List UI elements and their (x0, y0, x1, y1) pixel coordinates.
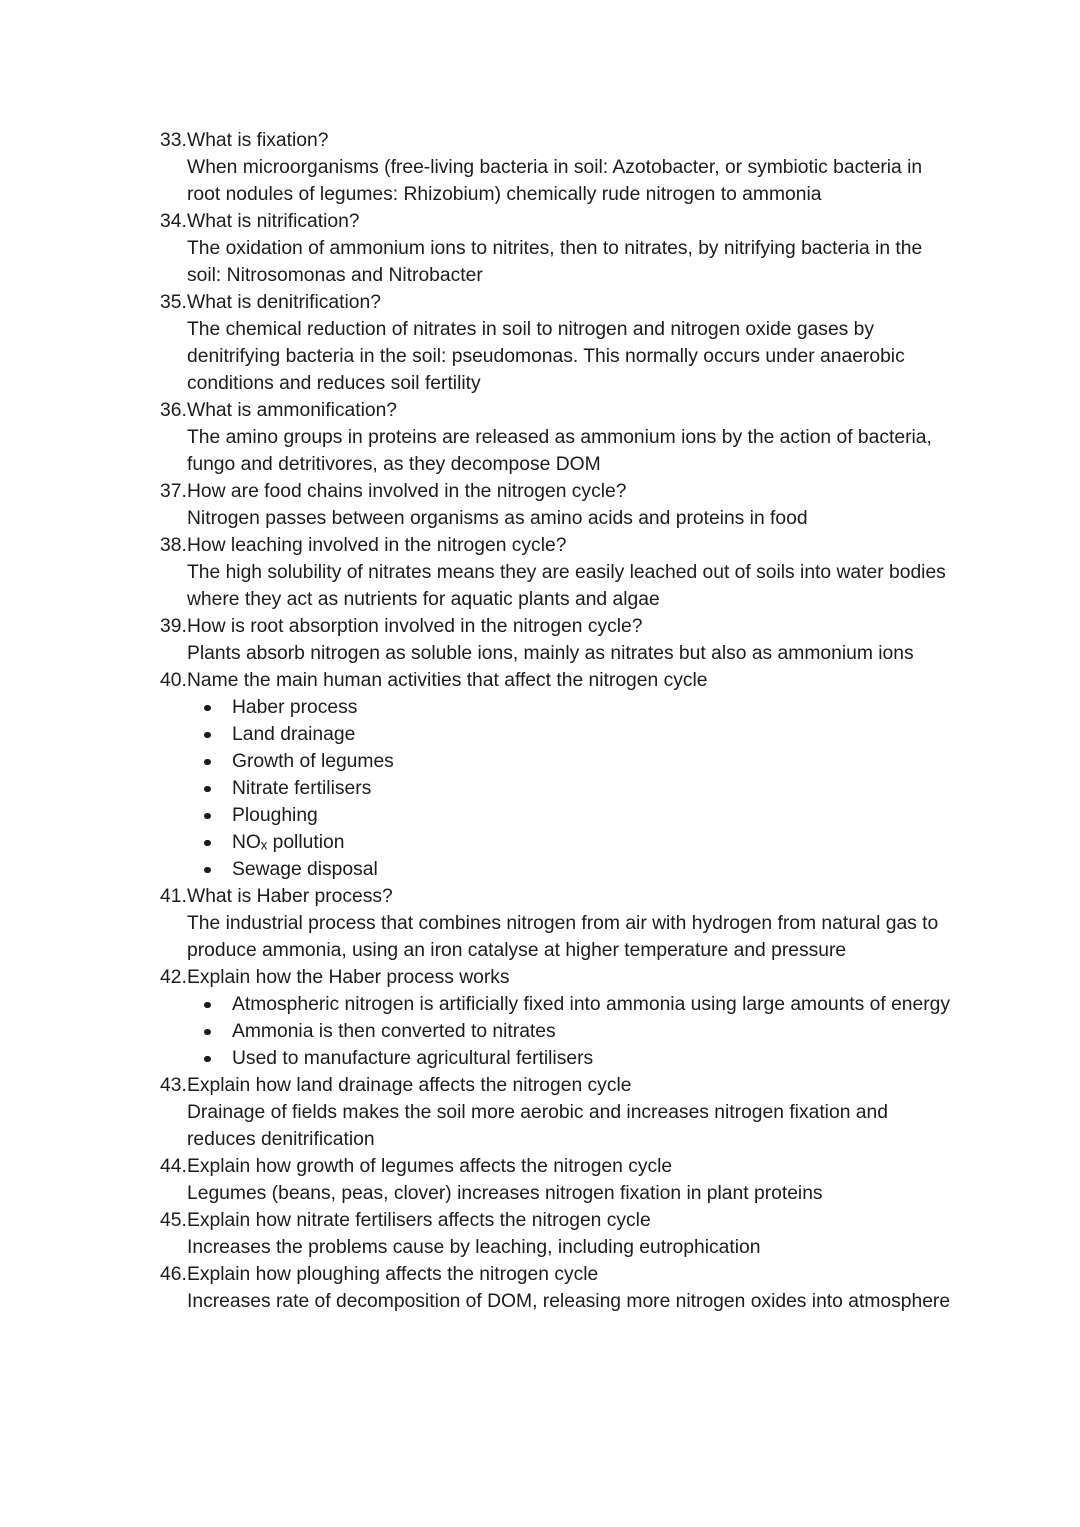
item-number: 42. (160, 967, 187, 988)
question-text: What is Haber process? (187, 886, 393, 907)
item-number: 41. (160, 886, 187, 907)
qa-item (160, 1153, 952, 1207)
qa-item (160, 127, 952, 208)
answer-text: Increases rate of decomposition of DOM, releasing more nitrogen oxides into atmosphere (187, 1291, 951, 1312)
question-text: What is nitrification? (187, 211, 360, 232)
item-number: 34. (160, 211, 187, 232)
question-text: Name the main human activities that affect the nitrogen cycle (187, 670, 708, 691)
qa-item (160, 1261, 952, 1315)
bullet-list (187, 991, 952, 1072)
item-number: 39. (160, 616, 187, 637)
question-text: How is root absorption involved in the nitrogen cycle? (187, 616, 643, 637)
qa-item (160, 208, 952, 289)
bullet-item: Ammonia is then converted to nitrates (187, 1018, 952, 1045)
item-content (187, 1261, 952, 1315)
bullet-item: Ploughing (187, 802, 952, 829)
item-content (187, 289, 952, 397)
answer-text: Drainage of fields makes the soil more aerobic and increases nitrogen fixation and reduces denitrification (187, 1102, 888, 1150)
item-content (187, 667, 952, 883)
question-text: Explain how the Haber process works (187, 967, 510, 988)
question-text: What is ammonification? (187, 400, 398, 421)
answer-text: Nitrogen passes between organisms as amino acids and proteins in food (187, 508, 808, 529)
qa-item (160, 289, 952, 397)
bullet-item: Atmospheric nitrogen is artificially fixed into ammonia using large amounts of energy (187, 991, 952, 1018)
qa-item (160, 397, 952, 478)
item-number: 38. (160, 535, 187, 556)
bullet-item: Haber process (187, 694, 952, 721)
answer-text: When microorganisms (free-living bacteria in soil: Azotobacter, or symbiotic bacteria in root nodules of legumes: Rhizobium) chemically rude nitrogen to ammonia (187, 157, 923, 205)
item-number: 37. (160, 481, 187, 502)
answer-text: Legumes (beans, peas, clover) increases nitrogen fixation in plant proteins (187, 1183, 823, 1204)
item-content (187, 127, 952, 208)
bullet-item: Sewage disposal (187, 856, 952, 883)
item-number: 46. (160, 1264, 187, 1285)
question-text: What is denitrification? (187, 292, 381, 313)
answer-text: The high solubility of nitrates means they are easily leached out of soils into water bodies where they act as nutrients for aquatic plants and algae (187, 562, 946, 610)
answer-text: The industrial process that combines nitrogen from air with hydrogen from natural gas to produce ammonia, using an iron catalyse at higher temperature and pressure (187, 913, 939, 961)
answer-text: The oxidation of ammonium ions to nitrites, then to nitrates, by nitrifying bacteria in the soil: Nitrosomonas and Nitrobacter (187, 238, 923, 286)
item-number: 33. (160, 130, 187, 151)
question-text: Explain how land drainage affects the nitrogen cycle (187, 1075, 632, 1096)
item-content (187, 964, 952, 1072)
item-number: 40. (160, 670, 187, 691)
bullet-item: Used to manufacture agricultural fertilisers (187, 1045, 952, 1072)
question-text: What is fixation? (187, 130, 329, 151)
item-number: 35. (160, 292, 187, 313)
bullet-item: NOₓ pollution (187, 829, 952, 856)
answer-text: Plants absorb nitrogen as soluble ions, mainly as nitrates but also as ammonium ions (187, 643, 914, 664)
item-number: 45. (160, 1210, 187, 1231)
qa-item (160, 667, 952, 883)
qa-item (160, 1207, 952, 1261)
item-content (187, 883, 952, 964)
qa-item (160, 1072, 952, 1153)
question-text: How are food chains involved in the nitrogen cycle? (187, 481, 627, 502)
item-number: 36. (160, 400, 187, 421)
bullet-item: Growth of legumes (187, 748, 952, 775)
question-text: How leaching involved in the nitrogen cycle? (187, 535, 567, 556)
item-content (187, 208, 952, 289)
qa-item (160, 613, 952, 667)
item-content (187, 1153, 952, 1207)
answer-text: Increases the problems cause by leaching, including eutrophication (187, 1237, 761, 1258)
bullet-item: Nitrate fertilisers (187, 775, 952, 802)
item-content (187, 478, 952, 532)
item-number: 43. (160, 1075, 187, 1096)
item-content (187, 613, 952, 667)
question-text: Explain how ploughing affects the nitrogen cycle (187, 1264, 599, 1285)
bullet-list (187, 694, 952, 883)
bullet-item: Land drainage (187, 721, 952, 748)
qa-item (160, 478, 952, 532)
qa-item (160, 532, 952, 613)
qa-list (160, 127, 952, 1315)
item-number: 44. (160, 1156, 187, 1177)
question-text: Explain how nitrate fertilisers affects the nitrogen cycle (187, 1210, 651, 1231)
item-content (187, 1072, 952, 1153)
question-text: Explain how growth of legumes affects the nitrogen cycle (187, 1156, 673, 1177)
qa-item (160, 883, 952, 964)
item-content (187, 1207, 952, 1261)
item-content (187, 397, 952, 478)
qa-item (160, 964, 952, 1072)
answer-text: The amino groups in proteins are released as ammonium ions by the action of bacteria, fungo and detritivores, as they decompose DOM (187, 427, 932, 475)
item-content (187, 532, 952, 613)
answer-text: The chemical reduction of nitrates in soil to nitrogen and nitrogen oxide gases by denitrifying bacteria in the soil: pseudomonas. This normally occurs under anaerobic conditions and reduces soil fertility (187, 319, 905, 394)
